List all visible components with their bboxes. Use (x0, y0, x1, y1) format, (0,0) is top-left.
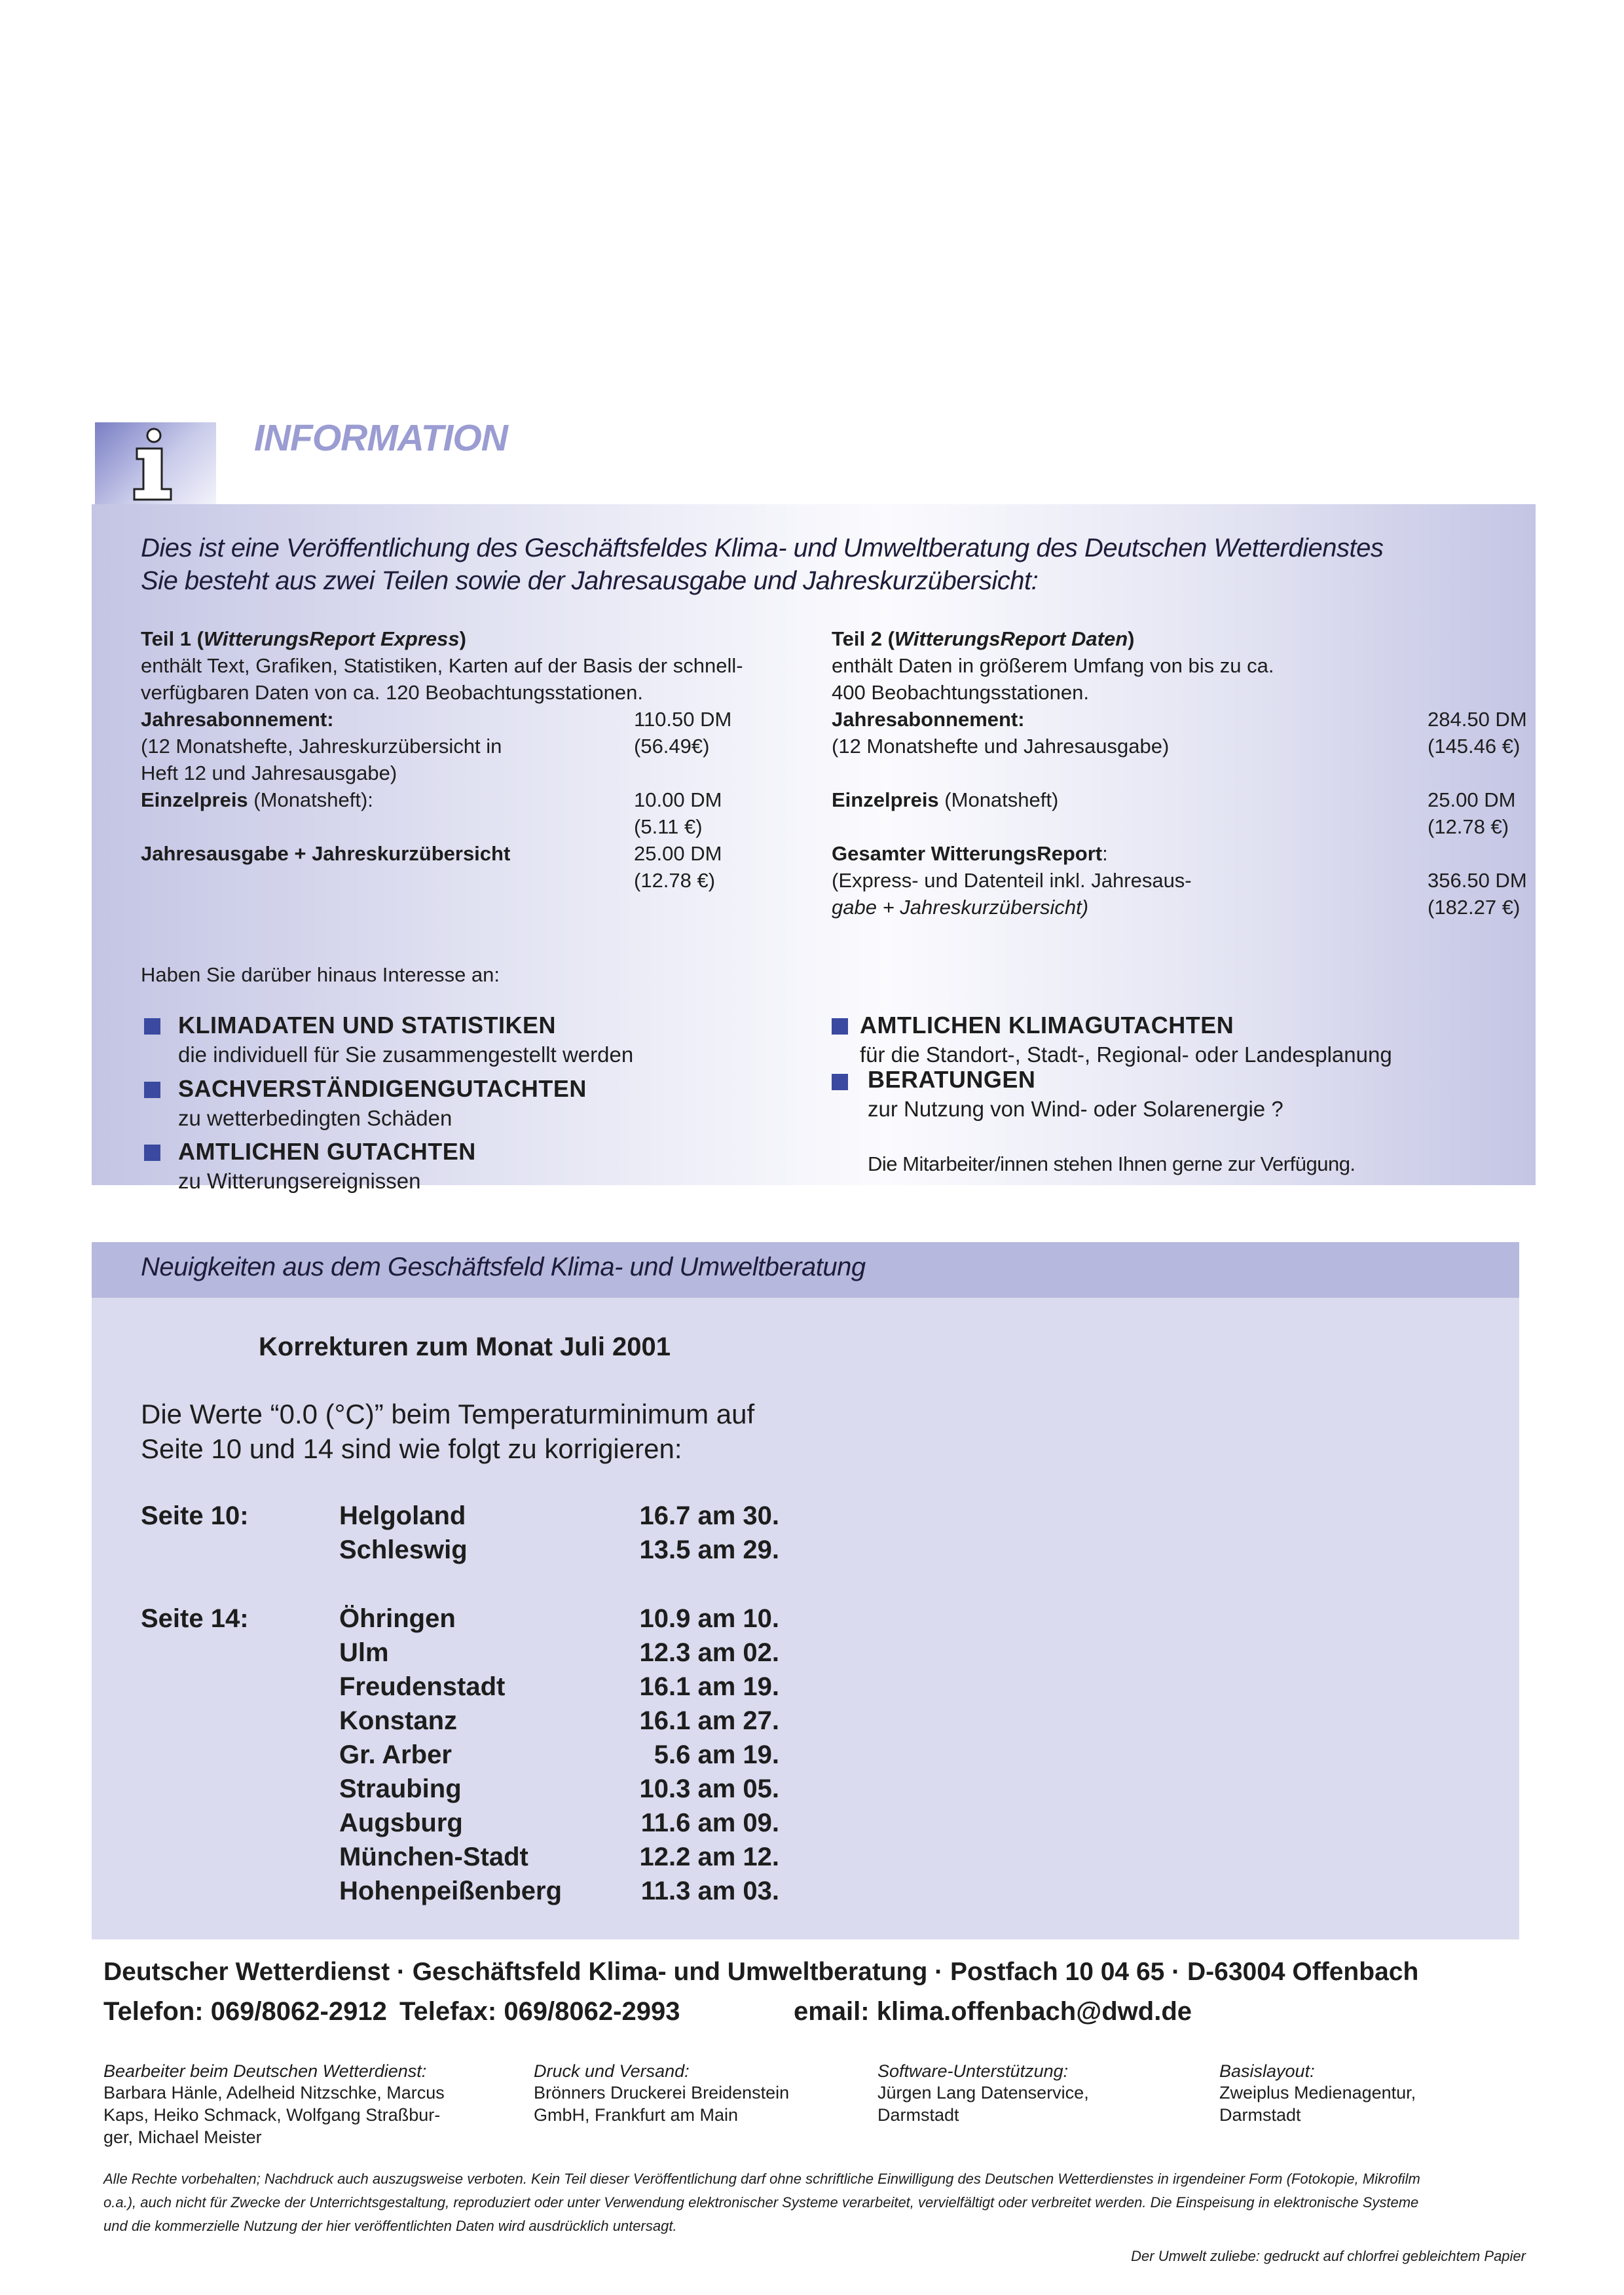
page10-label: Seite 10: (141, 1501, 249, 1530)
bullet-icon (144, 1082, 160, 1098)
correction-value: 16.1 am 27. (639, 1706, 779, 1735)
teil1-abo-eur: (56.49€) (634, 735, 710, 758)
teil1-jahres-eur: (12.78 €) (634, 869, 716, 892)
footer-fax: Telefax: 069/8062-2993 (399, 1997, 680, 2026)
teil2-desc-1: enthält Daten in größerem Umfang von bis zu ca. (832, 654, 1274, 677)
station: Gr. Arber (339, 1740, 452, 1769)
station: Helgoland (339, 1501, 466, 1530)
credit-block (1219, 2061, 1416, 2126)
correction-value: 10.3 am 05. (639, 1774, 779, 1803)
legal-line: o.a.), auch nicht für Zwecke der Unterrichtsgestaltung, reproduziert oder unter Verwendung elektronischer Systeme verarbeitet, vervielfältigt oder verbreitet werden. Die Einspeisung in elektronische Systeme (103, 2194, 1419, 2211)
correction-value: 16.1 am 19. (639, 1672, 779, 1701)
service-title: SACHVERSTÄNDIGENGUTACHTEN (178, 1075, 587, 1102)
station: Konstanz (339, 1706, 457, 1735)
teil1-abo-detail-1: (12 Monatshefte, Jahreskurzübersicht in (141, 735, 502, 758)
credit-block (534, 2061, 789, 2126)
credit-heading: Druck und Versand: (534, 2061, 690, 2081)
news-text-1: Die Werte “0.0 (°C)” beim Temperaturminimum auf (141, 1399, 755, 1429)
bullet-icon (144, 1145, 160, 1161)
teil1-einzel-eur: (5.11 €) (634, 815, 703, 838)
interest-question: Haben Sie darüber hinaus Interesse an: (141, 963, 500, 986)
credit-line: Zweiplus Medienagentur, (1219, 2083, 1416, 2102)
page14-stations (339, 1602, 562, 1908)
intro-line-2: Sie besteht aus zwei Teilen sowie der Jahresausgabe und Jahreskurzübersicht: (141, 566, 1039, 595)
station: Augsburg (339, 1808, 463, 1837)
legal-line: und die kommerzielle Nutzung der hier veröffentlichten Daten wird ausdrücklich untersagt. (103, 2218, 677, 2234)
teil2-prices (1428, 706, 1527, 921)
credit-line: Darmstadt (877, 2105, 959, 2125)
credit-block (103, 2061, 445, 2148)
teil2-einzel-eur: (12.78 €) (1428, 815, 1509, 838)
station: Ulm (339, 1638, 389, 1667)
staff-note: Die Mitarbeiter/innen stehen Ihnen gerne zur Verfügung. (868, 1152, 1356, 1175)
teil1-desc-2: verfügbaren Daten von ca. 120 Beobachtungsstationen. (141, 681, 643, 704)
teil2-gesamt-eur: (182.27 €) (1428, 896, 1521, 919)
teil2-einzel-dm: 25.00 DM (1428, 788, 1516, 811)
teil2-einzel: Einzelpreis (Monatsheft) (832, 788, 1059, 811)
correction-value: 5.6 am 19. (654, 1740, 779, 1769)
teil1-einzel: Einzelpreis (Monatsheft): (141, 788, 373, 811)
service-sub: zu Witterungsereignissen (178, 1169, 421, 1193)
bullet-icon (832, 1074, 848, 1090)
news-header: Neuigkeiten aus dem Geschäftsfeld Klima- und Umweltberatung (141, 1253, 866, 1281)
service-sub: zur Nutzung von Wind- oder Solarenergie ? (868, 1097, 1283, 1121)
credit-block (877, 2061, 1089, 2126)
teil2-desc-2: 400 Beobachtungsstationen. (832, 681, 1089, 704)
service-title: AMTLICHEN GUTACHTEN (178, 1138, 476, 1165)
teil2-title: Teil 2 (WitterungsReport Daten) (832, 627, 1135, 650)
page10-stations (339, 1499, 468, 1567)
legal-notice (103, 2167, 1531, 2238)
footer-email[interactable]: email: klima.offenbach@dwd.de (794, 1997, 1192, 2026)
eco-note: Der Umwelt zuliebe: gedruckt auf chlorfrei gebleichtem Papier (1131, 2248, 1526, 2264)
bullet-icon (144, 1018, 160, 1035)
teil2-gesamt-dm: 356.50 DM (1428, 869, 1527, 892)
legal-line: Alle Rechte vorbehalten; Nachdruck auch auszugsweise verboten. Kein Teil dieser Veröffentlichung darf ohne schriftliche Einwilligung des Deutschen Wetterdienstes in irgendeiner Form (Fotokopie, Mikrofilm (103, 2171, 1420, 2187)
teil1-desc-1: enthält Text, Grafiken, Statistiken, Karten auf der Basis der schnell- (141, 654, 743, 677)
news-title: Korrekturen zum Monat Juli 2001 (259, 1332, 671, 1361)
teil1-abo-dm: 110.50 DM (634, 708, 732, 731)
credit-line: Darmstadt (1219, 2105, 1301, 2125)
teil2-block (832, 625, 1274, 921)
news-panel (92, 1298, 1519, 1939)
service-sub: für die Standort-, Stadt-, Regional- oder Landesplanung (860, 1042, 1392, 1067)
service-title: AMTLICHEN KLIMAGUTACHTEN (860, 1012, 1234, 1038)
service-title: KLIMADATEN UND STATISTIKEN (178, 1012, 556, 1038)
correction-value: 16.7 am 30. (639, 1501, 779, 1530)
teil1-abo-detail-2: Heft 12 und Jahresausgabe) (141, 762, 397, 784)
station: Schleswig (339, 1535, 468, 1564)
service-sub: zu wetterbedingten Schäden (178, 1106, 452, 1130)
correction-value: 12.2 am 12. (639, 1843, 779, 1871)
credit-line: Brönners Druckerei Breidenstein (534, 2083, 790, 2102)
station: Hohenpeißenberg (339, 1877, 563, 1905)
service-title: BERATUNGEN (868, 1066, 1036, 1093)
teil1-einzel-dm: 10.00 DM (634, 788, 722, 811)
teil1-prices (634, 706, 731, 894)
intro-line-1: Dies ist eine Veröffentlichung des Geschäftsfeldes Klima- und Umweltberatung des Deutschen Wetterdienstes (141, 534, 1384, 562)
station: Freudenstadt (339, 1672, 506, 1701)
credit-line: Jürgen Lang Datenservice, (877, 2083, 1089, 2102)
credit-line: Barbara Hänle, Adelheid Nitzschke, Marcus (103, 2083, 445, 2102)
info-i-icon (122, 426, 188, 504)
page14-values (576, 1602, 779, 1908)
correction-value: 10.9 am 10. (639, 1604, 779, 1633)
credit-heading: Basislayout: (1219, 2061, 1315, 2081)
teil1-title: Teil 1 (WitterungsReport Express) (141, 627, 466, 650)
information-icon (95, 422, 216, 504)
info-heading: INFORMATION (254, 417, 507, 459)
page10-values (576, 1499, 779, 1567)
teil2-gesamt: Gesamter WitterungsReport: (832, 842, 1108, 865)
news-text (141, 1397, 754, 1466)
footer-address: Deutscher Wetterdienst · Geschäftsfeld Klima- und Umweltberatung · Postfach 10 04 65 · D-63004 Offenbach (103, 1958, 1419, 1986)
service-sub: die individuell für Sie zusammengestellt werden (178, 1042, 634, 1067)
teil1-jahres-dm: 25.00 DM (634, 842, 722, 865)
teil1-abo-label: Jahresabonnement: (141, 708, 334, 731)
station: Öhringen (339, 1604, 456, 1633)
credit-heading: Bearbeiter beim Deutschen Wetterdienst: (103, 2061, 427, 2081)
credit-heading: Software-Unterstützung: (877, 2061, 1069, 2081)
footer-phone: Telefon: 069/8062-2912 (103, 1997, 387, 2026)
station: München-Stadt (339, 1843, 528, 1871)
news-header-bar (92, 1242, 1519, 1298)
news-text-2: Seite 10 und 14 sind wie folgt zu korrigieren: (141, 1433, 682, 1464)
teil2-abo-eur: (145.46 €) (1428, 735, 1521, 758)
teil2-abo-detail-1: (12 Monatshefte und Jahresausgabe) (832, 735, 1170, 758)
correction-value: 13.5 am 29. (639, 1535, 779, 1564)
credit-line: Kaps, Heiko Schmack, Wolfgang Straßbur- (103, 2105, 441, 2125)
credit-line: ger, Michael Meister (103, 2127, 262, 2147)
teil2-abo-label: Jahresabonnement: (832, 708, 1025, 731)
bullet-icon (832, 1018, 848, 1035)
correction-value: 11.6 am 09. (640, 1808, 779, 1837)
teil2-gesamt-detail-2: gabe + Jahreskurzübersicht) (832, 896, 1089, 919)
teil2-gesamt-detail-1: (Express- und Datenteil inkl. Jahresaus- (832, 869, 1192, 892)
correction-value: 12.3 am 02. (639, 1638, 779, 1667)
correction-value: 11.3 am 03. (640, 1877, 779, 1905)
credit-line: GmbH, Frankfurt am Main (534, 2105, 739, 2125)
teil1-jahres-label: Jahresausgabe + Jahreskurzübersicht (141, 842, 511, 865)
station: Straubing (339, 1774, 462, 1803)
page14-label: Seite 14: (141, 1604, 249, 1633)
teil2-abo-dm: 284.50 DM (1428, 708, 1527, 731)
